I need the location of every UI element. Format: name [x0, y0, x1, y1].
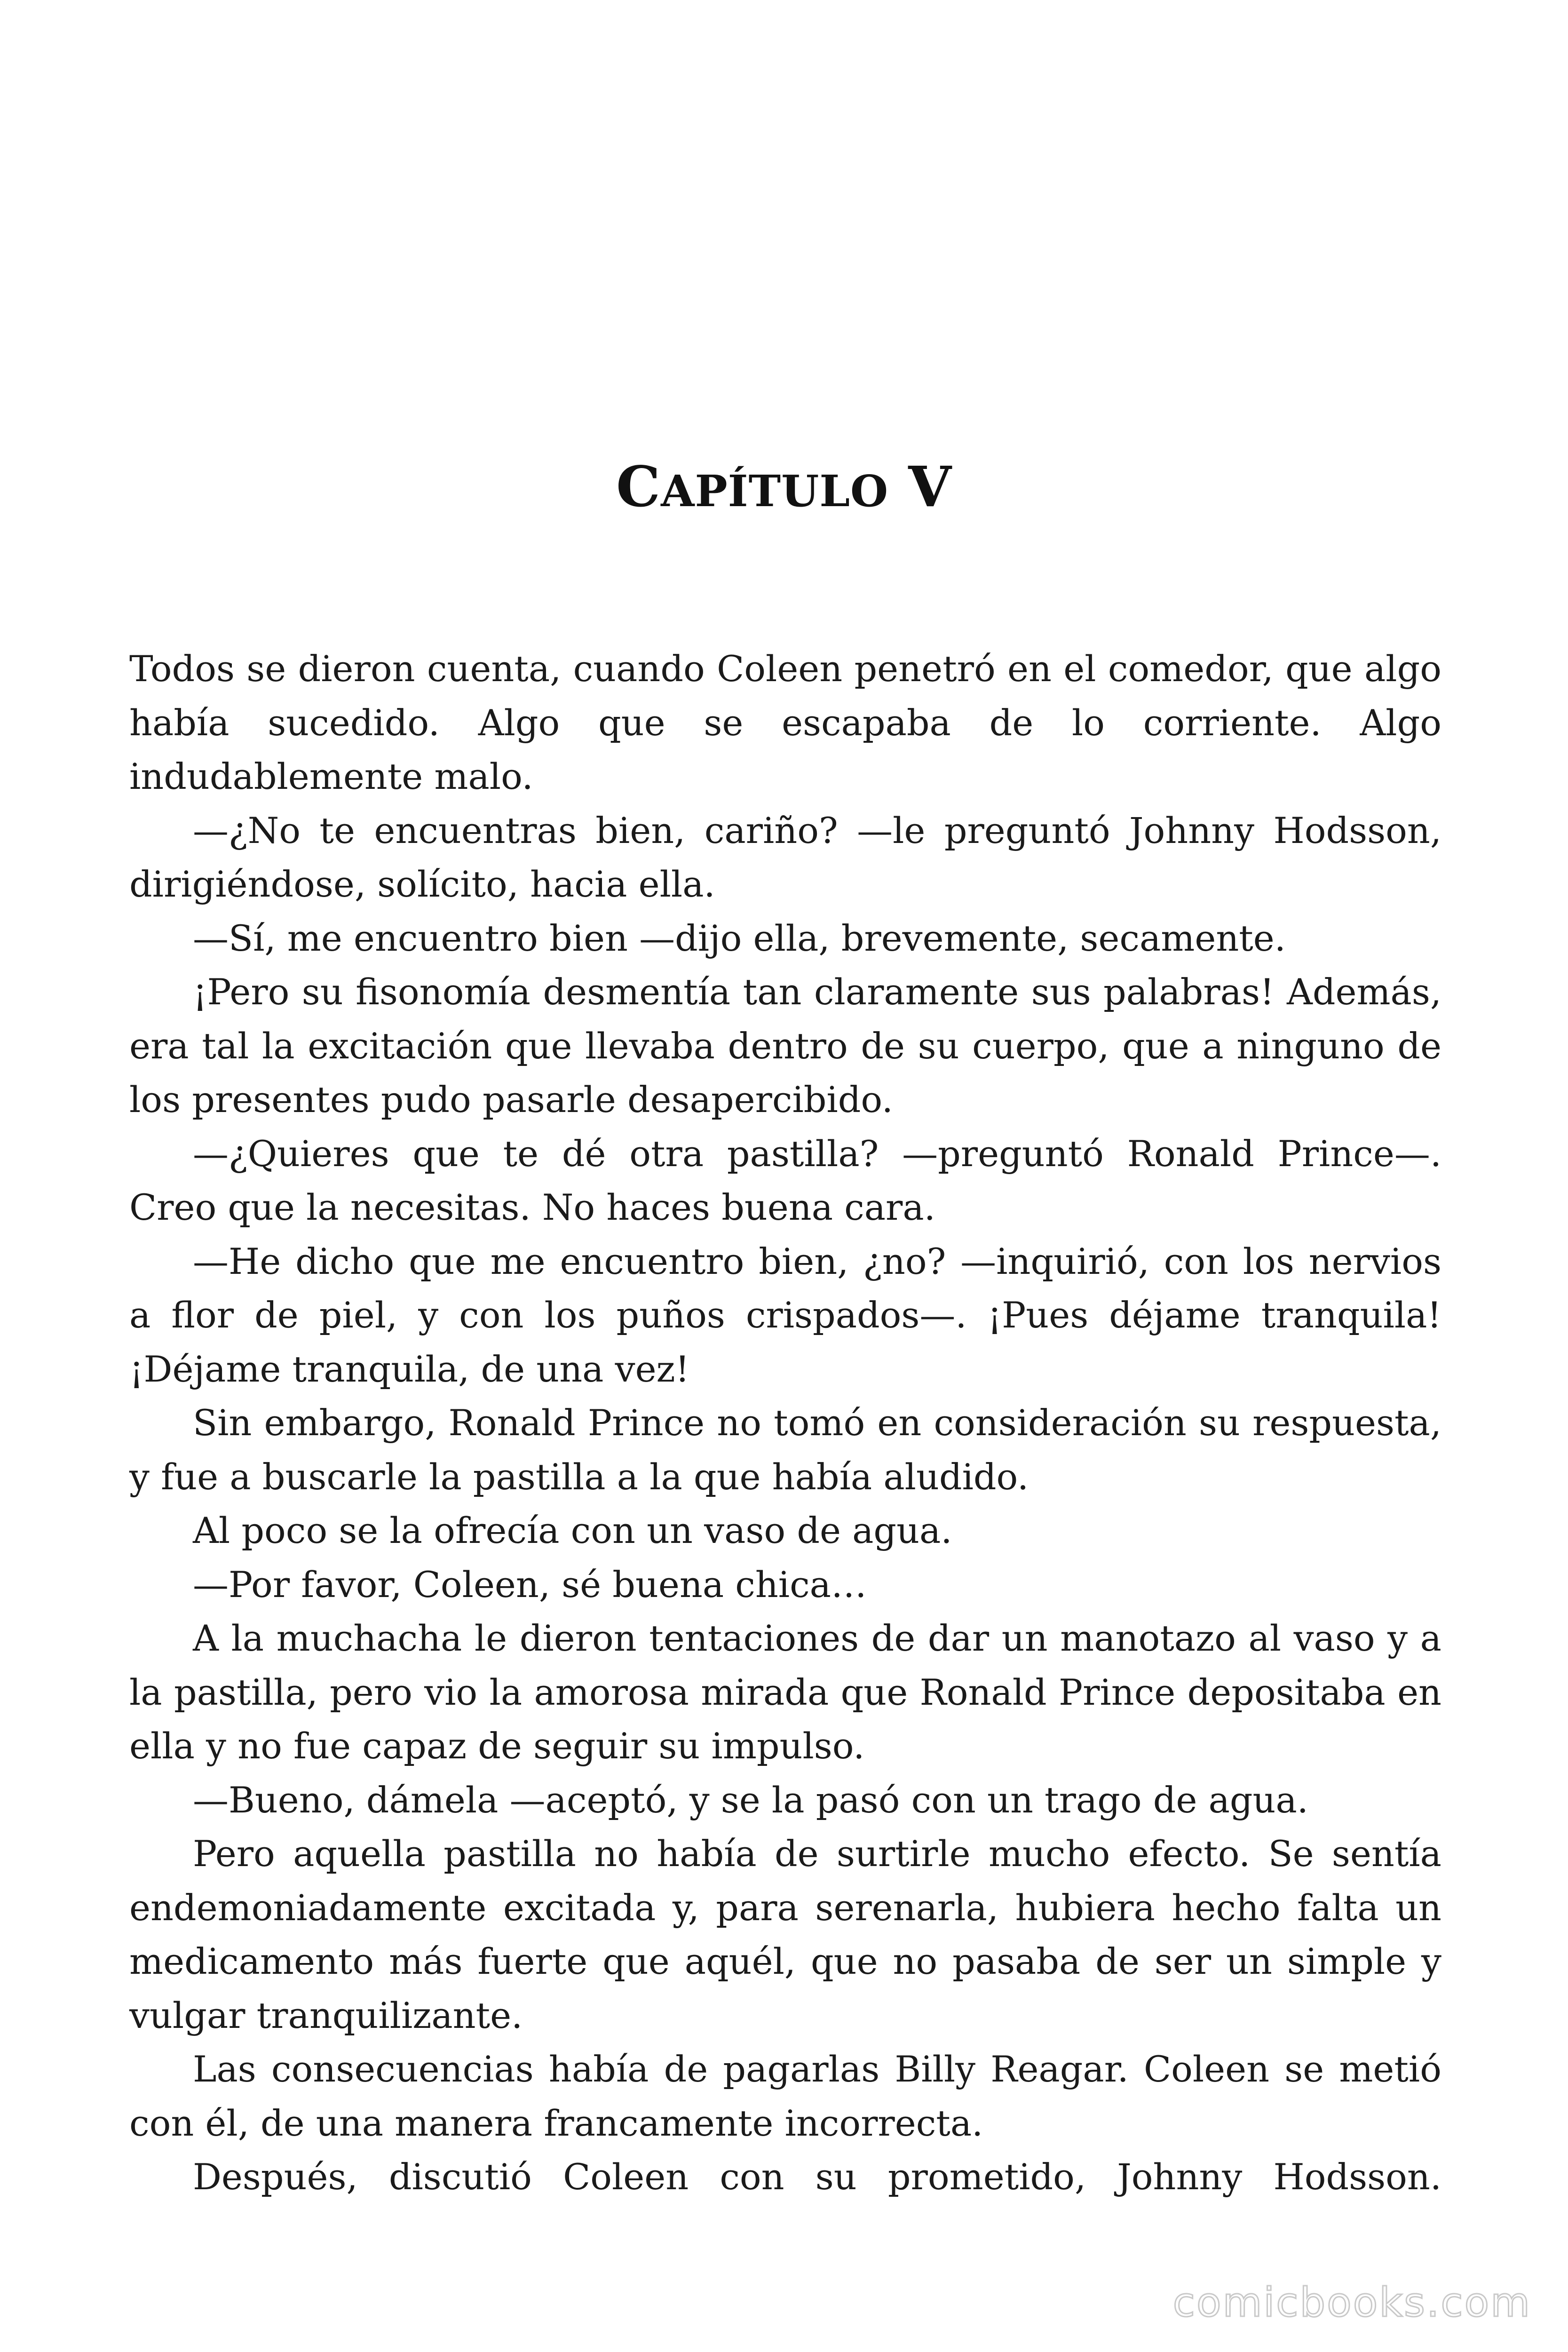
- chapter-title-initial: C: [616, 454, 661, 519]
- paragraph: —¿Quieres que te dé otra pastilla? —preguntó Ronald Prince—. Creo que la necesitas. No haces buena cara.: [129, 1132, 1441, 1228]
- paragraph: Al poco se la ofrecía con un vaso de agua.: [193, 1510, 952, 1551]
- paragraph: —He dicho que me encuentro bien, ¿no? —inquirió, con los nervios a flor de piel, y con los puños crispados—. ¡Pues déjame tranquila! ¡Déjame tranquila, de una vez!: [129, 1240, 1441, 1390]
- paragraph: —Bueno, dámela —aceptó, y se la pasó con un trago de agua.: [193, 1779, 1308, 1821]
- chapter-title-rest: APÍTULO: [661, 466, 889, 516]
- paragraph: —Por favor, Coleen, sé buena chica…: [193, 1563, 867, 1605]
- paragraph: Las consecuencias había de pagarlas Billy Reagar. Coleen se metió con él, de una manera francamente incorrecta.: [129, 2048, 1441, 2144]
- site-watermark: comicbooks.com: [1172, 2279, 1531, 2326]
- paragraph: ¡Pero su fisonomía desmentía tan claramente sus palabras! Además, era tal la excitación que llevaba dentro de su cuerpo, que a ninguno de los presentes pudo pasarle desapercibido.: [129, 971, 1441, 1120]
- paragraph: Después, discutió Coleen con su prometido, Johnny Hodsson.: [193, 2156, 1441, 2198]
- paragraph: —Sí, me encuentro bien —dijo ella, brevemente, secamente.: [193, 917, 1286, 959]
- paragraph: A la muchacha le dieron tentaciones de dar un manotazo al vaso y a la pastilla, pero vio la amorosa mirada que Ronald Prince depositaba en ella y no fue capaz de seguir su impulso.: [129, 1617, 1441, 1767]
- paragraph: Sin embargo, Ronald Prince no tomó en consideración su respuesta, y fue a buscarle la pastilla a la que había aludido.: [129, 1402, 1441, 1498]
- chapter-body: [129, 642, 1441, 2204]
- chapter-numeral: V: [908, 454, 952, 519]
- paragraph: —¿No te encuentras bien, cariño? —le preguntó Johnny Hodsson, dirigiéndose, solícito, hacia ella.: [129, 809, 1441, 905]
- chapter-title: [0, 452, 1568, 526]
- paragraph: Pero aquella pastilla no había de surtirle mucho efecto. Se sentía endemoniadamente excitada y, para serenarla, hubiera hecho falta un medicamento más fuerte que aquél, que no pasaba de ser un simple y vulgar tranquilizante.: [129, 1833, 1441, 2036]
- paragraph: Todos se dieron cuenta, cuando Coleen penetró en el comedor, que algo había sucedido. Algo que se escapaba de lo corriente. Algo indudablemente malo.: [129, 648, 1441, 797]
